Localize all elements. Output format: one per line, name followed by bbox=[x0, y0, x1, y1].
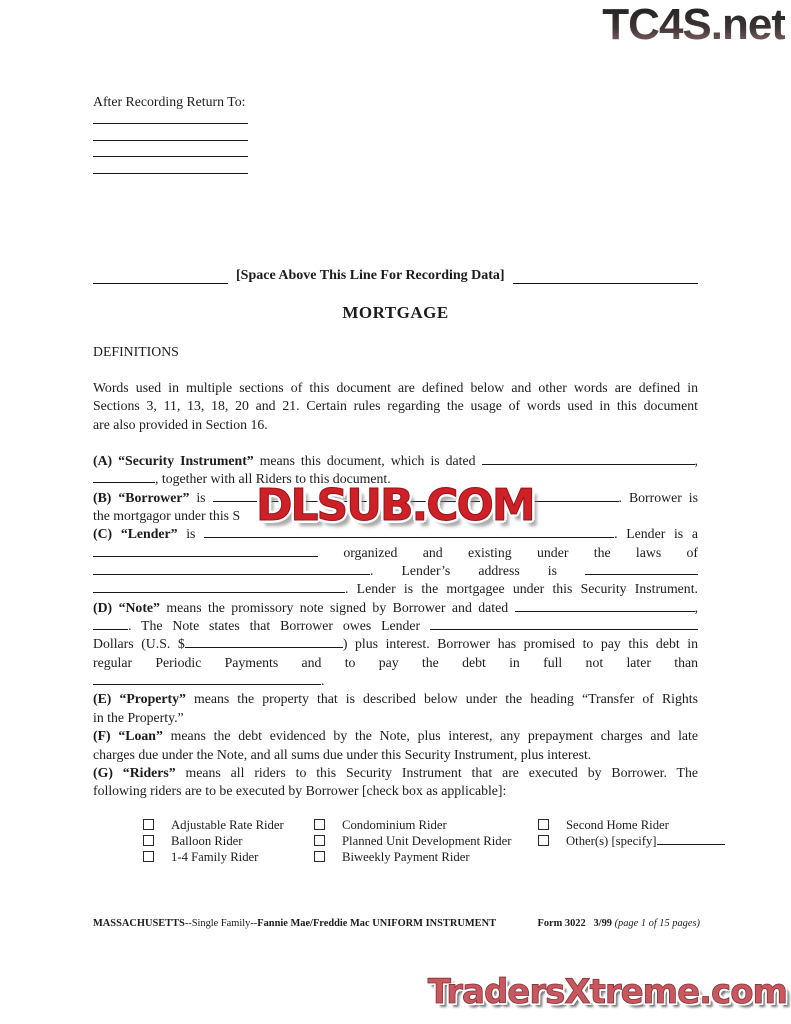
text: --Single Family-- bbox=[184, 918, 258, 929]
document-line bbox=[93, 544, 698, 562]
text: means this document, which is dated bbox=[253, 453, 482, 468]
text: ) plus interest. Borrower has promised to pay this debt in bbox=[342, 636, 699, 652]
rider-option bbox=[314, 834, 512, 850]
return-address-blank-line bbox=[93, 123, 248, 124]
document-line bbox=[93, 416, 698, 434]
footer-form-name bbox=[93, 918, 496, 929]
checkbox-icon[interactable] bbox=[314, 835, 325, 846]
rider-option bbox=[143, 834, 284, 850]
bold-text: Form 3022 3/99 bbox=[537, 918, 612, 929]
rider-label: Second Home Rider bbox=[566, 818, 669, 832]
document-line bbox=[93, 654, 698, 672]
text: means the property that is described below under the heading “Transfer of Rights bbox=[185, 691, 698, 707]
document-line bbox=[93, 782, 698, 800]
bold-text: (D) “Note” bbox=[93, 599, 160, 615]
fill-in-blank bbox=[93, 581, 345, 594]
document-line bbox=[93, 617, 698, 635]
footer-form-number bbox=[538, 918, 701, 929]
checkbox-icon[interactable] bbox=[314, 819, 325, 830]
fill-in-blank bbox=[185, 636, 343, 649]
text: means the debt evidenced by the Note, plus interest, any prepayment charges and late bbox=[162, 728, 698, 744]
fill-in-blank bbox=[93, 471, 155, 484]
checkbox-icon[interactable] bbox=[143, 835, 154, 846]
document-line bbox=[93, 580, 698, 598]
other-specify-blank bbox=[657, 834, 725, 845]
fill-in-blank bbox=[430, 617, 698, 630]
rider-column bbox=[538, 818, 725, 850]
fill-in-blank bbox=[93, 672, 321, 685]
document-line bbox=[93, 397, 698, 415]
text: Dollars (U.S. $ bbox=[93, 636, 185, 652]
fill-in-blank bbox=[515, 599, 695, 612]
text: following riders are to be executed by Borrower [check box as applicable]: bbox=[93, 783, 507, 799]
divider-line-right bbox=[513, 270, 698, 284]
fill-in-blank bbox=[93, 562, 370, 575]
text: . bbox=[321, 673, 325, 689]
rider-label: Balloon Rider bbox=[171, 833, 243, 848]
after-recording-blanks bbox=[93, 123, 353, 174]
rider-label: Condominium Rider bbox=[342, 818, 447, 832]
fill-in-blank bbox=[482, 452, 695, 465]
rider-label: 1-4 Family Rider bbox=[171, 849, 259, 864]
bold-text: (C) “Lender” bbox=[93, 526, 178, 542]
text: is bbox=[177, 526, 205, 542]
document-title: MORTGAGE bbox=[342, 303, 449, 322]
text: Sections 3, 11, 13, 18, 20 and 21. Certain rules regarding the usage of words used in this document bbox=[93, 398, 698, 414]
text: Words used in multiple sections of this document are defined below and other words are defined in bbox=[93, 380, 698, 395]
text: . Lender is a bbox=[614, 526, 698, 542]
rider-option bbox=[314, 818, 512, 834]
fill-in-blank bbox=[93, 544, 318, 557]
text: in the Property.” bbox=[93, 709, 184, 725]
return-address-blank-line bbox=[93, 156, 248, 157]
document-line bbox=[93, 690, 698, 708]
checkbox-icon[interactable] bbox=[538, 835, 549, 846]
checkbox-icon[interactable] bbox=[143, 851, 154, 862]
document-line bbox=[93, 452, 698, 470]
text: , bbox=[694, 599, 699, 615]
document-line bbox=[93, 709, 698, 727]
recording-data-divider bbox=[93, 268, 698, 284]
definitions-heading: DEFINITIONS bbox=[93, 344, 179, 359]
text: organized and existing under the laws of bbox=[318, 544, 698, 560]
text: . The Note states that Borrower owes Lender bbox=[128, 618, 430, 634]
rider-option bbox=[143, 850, 284, 866]
text: , bbox=[694, 453, 698, 468]
document-line bbox=[93, 672, 698, 690]
text: regular Periodic Payments and to pay the debt in full not later than bbox=[93, 654, 698, 670]
text: . Lender’s address is bbox=[370, 563, 585, 579]
document-line bbox=[93, 562, 698, 580]
text: is bbox=[189, 489, 213, 505]
return-address-blank-line bbox=[93, 140, 248, 141]
rider-label: Planned Unit Development Rider bbox=[342, 833, 512, 848]
rider-label: Adjustable Rate Rider bbox=[171, 818, 284, 832]
text: are also provided in Section 16. bbox=[93, 416, 268, 432]
checkbox-icon[interactable] bbox=[143, 819, 154, 830]
rider-option bbox=[538, 818, 725, 834]
page-footer bbox=[93, 918, 700, 929]
text: , together with all Riders to this document. bbox=[155, 471, 391, 487]
fill-in-blank bbox=[93, 617, 128, 630]
rider-option bbox=[314, 850, 512, 866]
dlsub-watermark: DLSUB.COM bbox=[256, 480, 534, 531]
rider-option bbox=[538, 834, 725, 850]
rider-label: Biweekly Payment Rider bbox=[342, 849, 470, 864]
document-line bbox=[93, 635, 698, 653]
bold-text: MASSACHUSETTS bbox=[93, 918, 185, 929]
recording-data-label: [Space Above This Line For Recording Data] bbox=[236, 268, 505, 283]
text: . Lender is the mortgagee under this Security Instrument. bbox=[345, 581, 698, 597]
bold-text: Fannie Mae/Freddie Mac UNIFORM INSTRUMENT bbox=[257, 918, 497, 929]
rider-column bbox=[314, 818, 512, 865]
rider-column bbox=[143, 818, 284, 865]
text: the mortgagor under this S bbox=[93, 508, 241, 524]
bold-text: (E) “Property” bbox=[93, 691, 186, 707]
bold-text: (F) “Loan” bbox=[93, 728, 163, 744]
checkbox-icon[interactable] bbox=[538, 819, 549, 830]
rider-label: Other(s) [specify] bbox=[566, 833, 657, 848]
after-recording-block bbox=[93, 94, 353, 174]
return-address-blank-line bbox=[93, 173, 248, 174]
document-line bbox=[93, 764, 698, 782]
document-line bbox=[93, 727, 698, 745]
italic-text: (page 1 of 15 pages) bbox=[614, 918, 700, 929]
bold-text: (A) “Security Instrument” bbox=[93, 453, 254, 468]
intro-paragraph bbox=[93, 379, 698, 434]
after-recording-label: After Recording Return To: bbox=[93, 94, 246, 109]
bold-text: (B) “Borrower” bbox=[93, 489, 190, 505]
rider-option bbox=[143, 818, 284, 834]
text: charges due under the Note, and all sums due under this Security Instrument, plus interest. bbox=[93, 746, 592, 762]
tc4s-watermark: TC4S.net bbox=[602, 0, 785, 49]
text: means the promissory note signed by Borrower and dated bbox=[159, 599, 515, 615]
text: means all riders to this Security Instrument that are executed by Borrower. The bbox=[175, 764, 698, 780]
divider-line-left bbox=[93, 270, 228, 284]
tradersxtreme-watermark: TradersXtreme.com bbox=[427, 972, 787, 1012]
document-line bbox=[93, 746, 698, 764]
riders-checkbox-grid bbox=[93, 818, 698, 874]
document-line bbox=[93, 379, 698, 397]
fill-in-blank bbox=[585, 562, 698, 575]
text: . Borrower is bbox=[618, 489, 698, 505]
bold-text: (G) “Riders” bbox=[93, 764, 176, 780]
checkbox-icon[interactable] bbox=[314, 851, 325, 862]
document-line bbox=[93, 599, 698, 617]
